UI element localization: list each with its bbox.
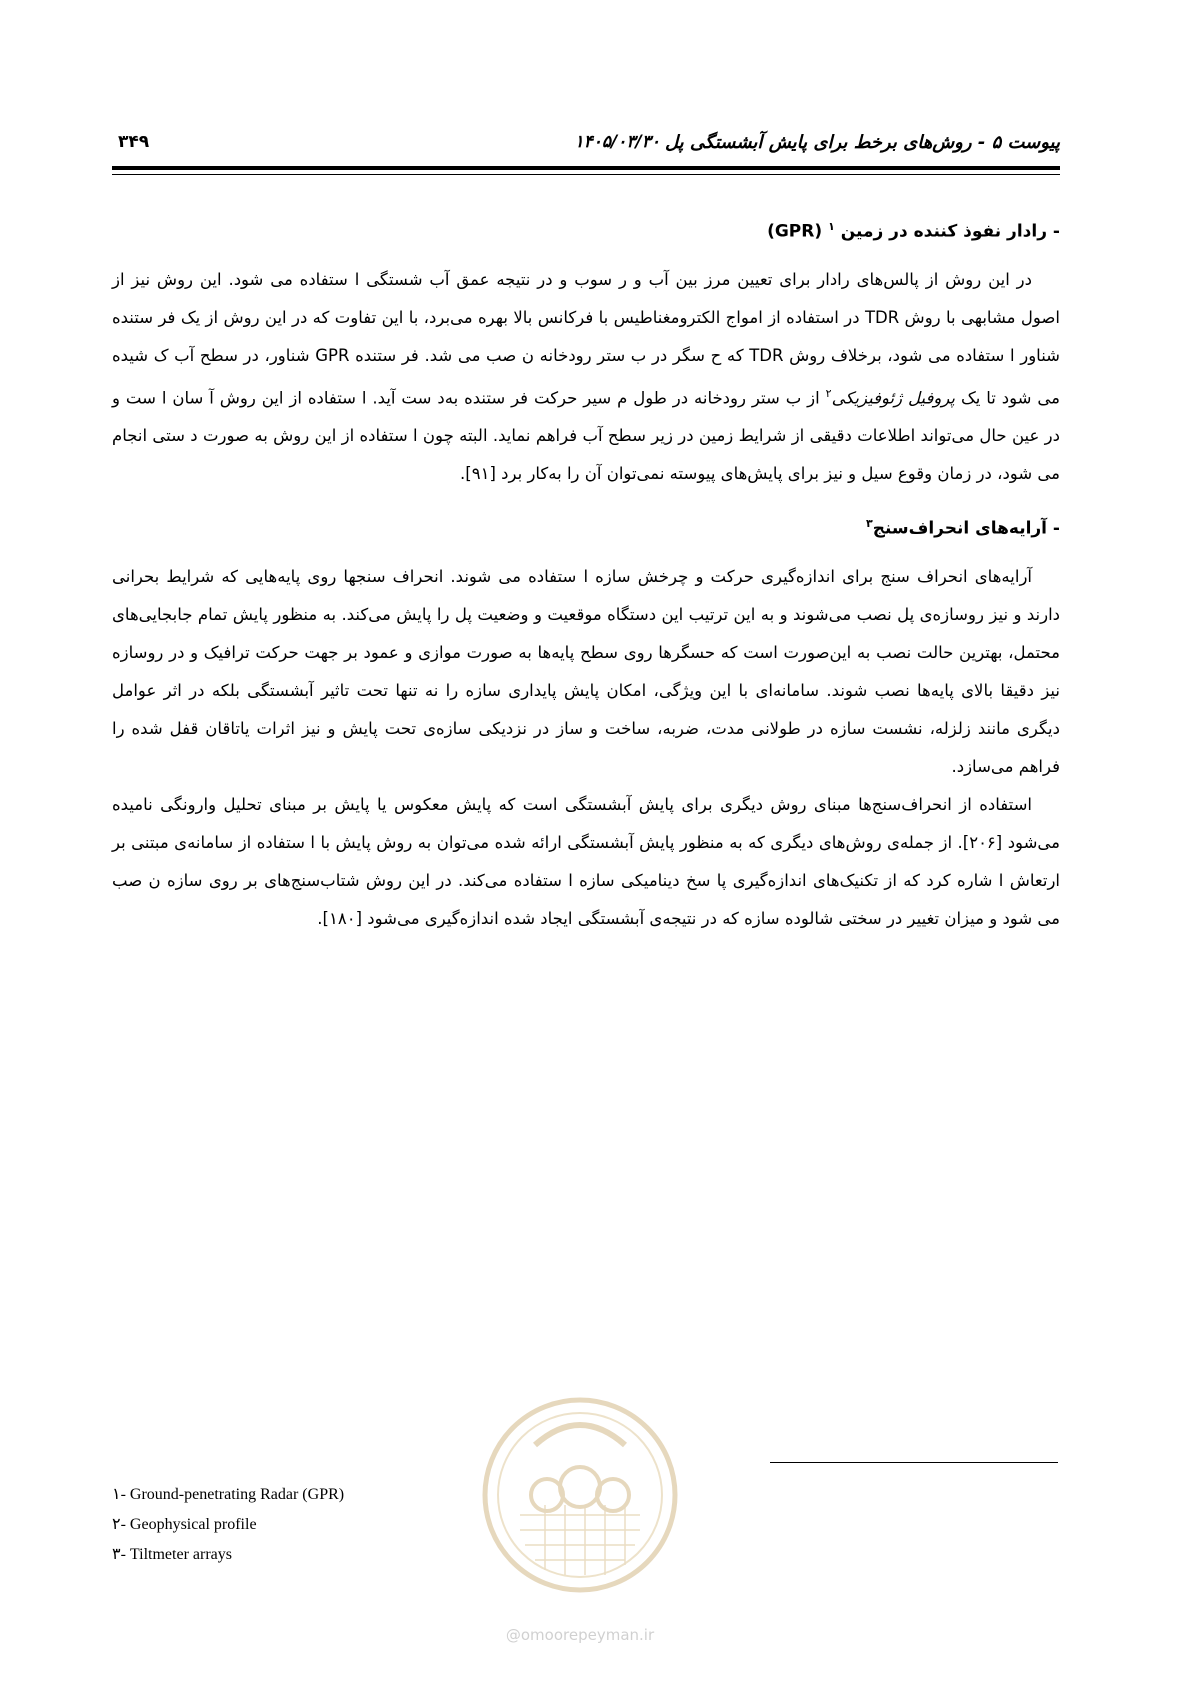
paragraph-tiltmeter-2: استفاده از انحراف‌سنج‌ها مبنای روش دیگری برای پایش آبشستگی است که پایش معکوس یا پایش بر مبنای تحلیل وارونگی نامیده می‌شود [۲۰۶]. از جمله‌ی روش‌های دیگری که به منظور پایش آبشستگی ارائه شده می‌توان به روش پایش با ا ستفاده از سامانه‌ی مبتنی بر ارتعاش ا شاره کرد که از تکنیک‌های اندازه‌گیری پا سخ دینامیکی سازه ا ستفاده می‌کند. در این روش شتاب‌سنج‌های بر روی سازه ن صب می شود و میزان تغییر در سختی شالوده سازه که در نتیجه‌ی آبشستگی ایجاد شده اندازه‌گیری می‌شود [۱۸۰]. — [112, 794, 1060, 928]
paragraph-gpr — [112, 261, 1060, 494]
footnote-ref: ۳ — [865, 517, 873, 531]
footnote-3: ۳- Tiltmeter arrays — [112, 1546, 232, 1563]
page-body — [112, 210, 1060, 938]
paragraph-text: در این روش از پالس‌های رادار برای تعیین مرز بین آب و ر سوب و در نتیجه عمق آب شستگی ا ستفاده می شود. این روش نیز از اصول مشابهی با روش TDR در استفاده از امواج الکترومغناطیس با فرکانس بالا بهره می‌برد، با این تفاوت که در این روش از یک فر ستنده شناور ا ستفاده می شود، برخلاف روش TDR که ح سگر در ب ستر رودخانه ن صب می شد. فر ستنده GPR شناور، در سطح آب ک شیده می شود تا یک — [112, 269, 1060, 408]
running-title: پیوست ۵ - روش‌های برخط برای پایش آبشستگی پل — [665, 132, 1060, 153]
page-number: ۳۴۹ — [118, 132, 150, 152]
watermark-text: @omoorepeyman.ir — [505, 1626, 655, 1644]
header-rule-thin — [112, 174, 1060, 175]
footnote-2: ۲- Geophysical profile — [112, 1516, 257, 1533]
footnote-ref: ۲ — [825, 386, 832, 400]
section-heading-text: - رادار نفوذ کننده در زمین — [840, 221, 1060, 242]
italic-term: پروفیل ژئوفیزیکی — [831, 388, 956, 408]
footnote-separator — [770, 1462, 1058, 1463]
section-heading-abbr: (GPR) — [767, 221, 829, 242]
section-heading-text: - آرایه‌های انحراف‌سنج — [872, 518, 1060, 539]
paragraph-text: از ب ستر رودخانه در طول م سیر حرکت فر ستنده به‌د ست آید. ا ستفاده از این روش آ سان ا ست و در عین حال می‌تواند اطلاعات دقیقی از شرایط زمین در زیر سطح آب فراهم نماید. البته چون ا ستفاده از این روش به صورت د ستی انجام می شود، در زمان وقوع سیل و نیز برای پایش‌های پیوسته نمی‌توان آن را به‌کار برد [۹۱]. — [112, 388, 1060, 484]
section-heading-tiltmeter — [112, 507, 1060, 546]
footnote-ref: ۱ — [828, 220, 835, 233]
paragraph-tiltmeter-1: آرایه‌های انحراف سنج برای اندازه‌گیری حرکت و چرخش سازه ا ستفاده می شوند. انحراف سنجها روی پایه‌هایی که شرایط بحرانی دارند و نیز روسازه‌ی پل نصب می‌شوند و به این ترتیب این دستگاه موقعیت و وضعیت پل را پایش می‌کند. به منظور پایش تمام جابجایی‌های محتمل، بهترین حالت نصب به این‌صورت است که حسگرها روی سطح پایه‌ها به صورت موازی و عمود بر جهت حرکت ترافیک و در روسازه نیز دقیقا بالای پایه‌ها نصب شوند. سامانه‌ای با این ویژگی، امکان پایش پایداری سازه را نه تنها تحت تاثیر آبشستگی بلکه در اثر عوامل دیگری مانند زلزله، نشست سازه در طولانی مدت، ضربه، ساخت و ساز در نزدیکی سازه‌ی تحت پایش و نیز اثرات یاتاقان قفل شده را فراهم می‌سازد. — [112, 566, 1060, 776]
section-heading-gpr — [112, 210, 1060, 249]
footnote-1: ۱- Ground-penetrating Radar (GPR) — [112, 1486, 345, 1503]
page-header — [112, 128, 1060, 160]
footnotes — [112, 1480, 612, 1570]
header-date: ۱۴۰۵/۰۳/۳۰ — [574, 132, 660, 152]
header-rule-thick — [112, 166, 1060, 170]
